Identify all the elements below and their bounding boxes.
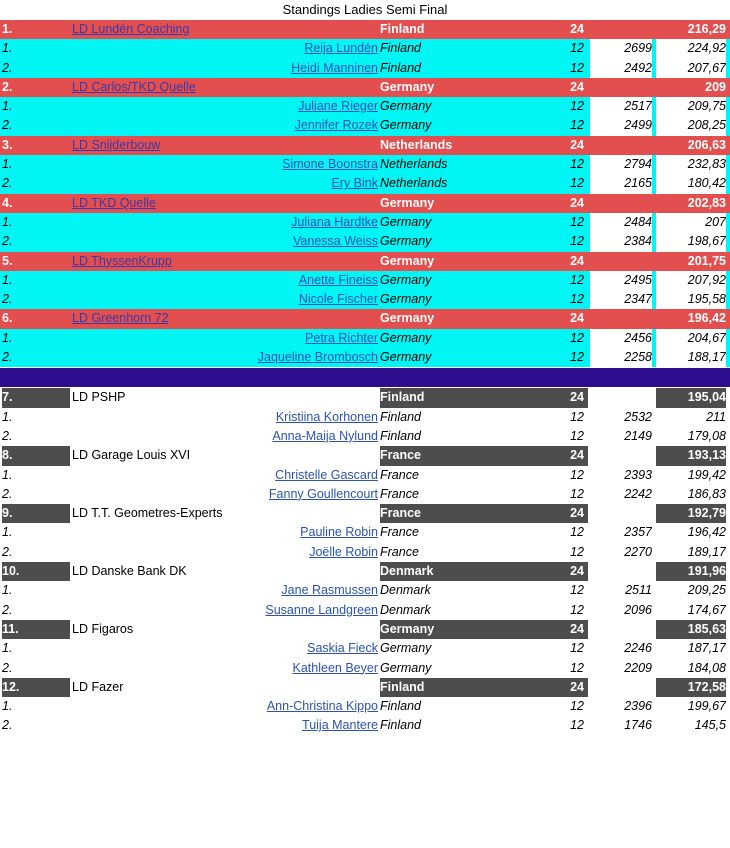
player-row xyxy=(0,485,730,504)
player-name-cell xyxy=(72,271,378,290)
team-score: 185,63 xyxy=(656,620,726,639)
player-games: 12 xyxy=(570,234,584,249)
player-score: 179,08 xyxy=(687,428,726,443)
player-rank: 1. xyxy=(2,583,13,598)
team-row xyxy=(0,194,730,213)
team-games: 24 xyxy=(570,506,584,521)
standings-table xyxy=(0,20,730,736)
player-row xyxy=(0,427,730,446)
player-country: France xyxy=(380,544,419,559)
player-games: 12 xyxy=(570,641,584,656)
player-country: Germany xyxy=(380,330,432,345)
player-name-cell xyxy=(72,155,378,174)
player-name-cell xyxy=(72,39,378,58)
player-games: 12 xyxy=(570,583,584,598)
team-rank: 9. xyxy=(2,504,70,523)
player-score: 207,67 xyxy=(656,59,726,78)
team-row xyxy=(0,136,730,155)
team-rank: 2. xyxy=(2,79,13,94)
player-name-link[interactable]: Susanne Landgreen xyxy=(265,602,378,617)
team-games: 24 xyxy=(570,390,584,405)
team-rank: 5. xyxy=(2,253,13,268)
team-games: 24 xyxy=(570,195,584,210)
player-name-cell xyxy=(72,716,378,735)
player-country: Finland xyxy=(380,409,421,424)
player-name-cell xyxy=(72,329,378,348)
player-score: 189,17 xyxy=(687,544,726,559)
section-divider xyxy=(0,368,730,387)
player-row xyxy=(0,716,730,735)
player-games: 12 xyxy=(570,60,584,75)
page-title: Standings Ladies Semi Final xyxy=(282,2,448,17)
team-name-link[interactable]: LD TKD Quelle xyxy=(72,195,156,210)
player-name-cell xyxy=(72,232,378,251)
player-name-cell xyxy=(72,601,378,620)
team-row xyxy=(0,678,730,697)
team-row xyxy=(0,252,730,271)
player-name-link[interactable]: Petra Richter xyxy=(305,330,378,345)
team-country: Germany xyxy=(380,620,588,639)
team-score: 202,83 xyxy=(687,195,726,210)
player-name-cell xyxy=(72,543,378,562)
player-country: Finland xyxy=(380,60,421,75)
player-name-cell xyxy=(72,659,378,678)
player-name-cell xyxy=(72,485,378,504)
player-rank: 1. xyxy=(2,525,13,540)
player-rating: 2794 xyxy=(590,155,652,174)
team-row xyxy=(0,446,730,465)
player-score: 207,92 xyxy=(656,271,726,290)
player-score: 224,92 xyxy=(656,39,726,58)
player-row xyxy=(0,39,730,58)
team-score: 196,42 xyxy=(687,311,726,326)
player-rating: 2246 xyxy=(624,641,652,656)
team-name-cell: LD Figaros xyxy=(72,621,134,636)
team-games: 24 xyxy=(570,22,584,36)
team-score: 201,75 xyxy=(687,253,726,268)
player-name-link[interactable]: Ery Bink xyxy=(331,176,378,191)
player-row xyxy=(0,97,730,116)
team-name-link[interactable]: LD Greenhorn 72 xyxy=(72,311,169,326)
player-rating: 2492 xyxy=(590,59,652,78)
player-name-cell xyxy=(72,427,378,446)
team-games: 24 xyxy=(570,448,584,463)
team-name-cell: LD Fazer xyxy=(72,679,124,694)
player-rank: 2. xyxy=(2,234,13,249)
team-row xyxy=(0,20,730,39)
team-name-link[interactable]: LD Lundén Coaching xyxy=(72,22,190,36)
player-rank: 2. xyxy=(2,428,13,443)
player-rating: 2393 xyxy=(624,467,652,482)
player-name-cell xyxy=(72,348,378,367)
player-row xyxy=(0,213,730,232)
player-score: 195,58 xyxy=(656,290,726,309)
player-rating: 2499 xyxy=(590,116,652,135)
player-games: 12 xyxy=(570,176,584,191)
player-rank: 1. xyxy=(2,272,13,287)
player-name-link[interactable]: Saskia Fieck xyxy=(307,641,378,656)
team-name-link[interactable]: LD ThyssenKrupp xyxy=(72,253,172,268)
player-country: Denmark xyxy=(380,602,431,617)
player-score: 188,17 xyxy=(656,348,726,367)
player-score: 232,83 xyxy=(656,155,726,174)
player-games: 12 xyxy=(570,214,584,229)
player-name-cell xyxy=(72,581,378,600)
player-row xyxy=(0,543,730,562)
team-rank: 6. xyxy=(2,311,13,326)
player-score: 207 xyxy=(656,213,726,232)
player-rank: 1. xyxy=(2,157,13,172)
player-name-cell xyxy=(72,408,378,427)
team-rank: 12. xyxy=(2,678,70,697)
team-country: Germany xyxy=(380,311,435,326)
team-name-cell: LD PSHP xyxy=(72,390,126,405)
player-games: 12 xyxy=(570,350,584,365)
player-country: Germany xyxy=(380,234,432,249)
player-country: Germany xyxy=(380,350,432,365)
player-rating: 2517 xyxy=(590,97,652,116)
player-games: 12 xyxy=(570,292,584,307)
player-rating: 2396 xyxy=(624,699,652,714)
player-row xyxy=(0,408,730,427)
player-rating: 2384 xyxy=(590,232,652,251)
player-country: Germany xyxy=(380,118,432,133)
team-name-cell xyxy=(72,194,378,213)
player-name-cell xyxy=(72,174,378,193)
player-row xyxy=(0,697,730,716)
team-name-cell xyxy=(72,252,378,271)
team-country: France xyxy=(380,446,588,465)
player-country: France xyxy=(380,467,419,482)
player-games: 12 xyxy=(570,330,584,345)
player-row xyxy=(0,290,730,309)
team-row xyxy=(0,309,730,328)
player-name-cell xyxy=(72,97,378,116)
team-score: 172,58 xyxy=(656,678,726,697)
player-score: 184,08 xyxy=(687,660,726,675)
team-score: 193,13 xyxy=(656,446,726,465)
team-name-cell xyxy=(72,20,378,39)
player-rating: 2165 xyxy=(590,174,652,193)
player-row xyxy=(0,329,730,348)
player-games: 12 xyxy=(570,272,584,287)
player-name-link[interactable]: Jaqueline Brombosch xyxy=(257,350,378,365)
player-country: Germany xyxy=(380,641,432,656)
player-name-link[interactable]: Anna-Maija Nylund xyxy=(272,428,378,443)
team-games: 24 xyxy=(570,564,584,579)
player-rank: 1. xyxy=(2,214,13,229)
player-rank: 1. xyxy=(2,641,13,656)
player-row xyxy=(0,466,730,485)
player-rank: 2. xyxy=(2,176,13,191)
player-country: France xyxy=(380,525,419,540)
team-country: Finland xyxy=(380,22,425,36)
team-row xyxy=(0,504,730,523)
team-games: 24 xyxy=(570,621,584,636)
player-games: 12 xyxy=(570,41,584,56)
team-name-cell: LD T.T. Geometres-Experts xyxy=(72,506,223,521)
player-name-cell xyxy=(72,639,378,658)
team-name-cell xyxy=(72,78,378,97)
player-row xyxy=(0,59,730,78)
player-rank: 2. xyxy=(2,486,13,501)
team-name-cell: LD Danske Bank DK xyxy=(72,564,187,579)
player-country: Netherlands xyxy=(380,157,448,172)
player-name-link[interactable]: Joëlle Robin xyxy=(309,544,378,559)
player-name-cell xyxy=(72,116,378,135)
player-rank: 2. xyxy=(2,118,13,133)
player-games: 12 xyxy=(570,409,584,424)
player-country: Germany xyxy=(380,292,432,307)
team-rank: 1. xyxy=(2,22,13,36)
player-row xyxy=(0,659,730,678)
team-games: 24 xyxy=(570,79,584,94)
player-rank: 1. xyxy=(2,41,13,56)
player-rating: 2484 xyxy=(590,213,652,232)
player-rating: 2149 xyxy=(624,428,652,443)
player-name-link[interactable]: Juliane Rieger xyxy=(298,99,378,114)
player-games: 12 xyxy=(570,118,584,133)
team-name-link[interactable]: LD Carlos/TKD Quelle xyxy=(72,79,196,94)
player-score: 198,67 xyxy=(656,232,726,251)
team-name-cell: LD Garage Louis XVI xyxy=(72,448,191,463)
player-name-link[interactable]: Pauline Robin xyxy=(300,525,378,540)
player-score: 187,17 xyxy=(687,641,726,656)
player-row xyxy=(0,581,730,600)
player-score: 186,83 xyxy=(687,486,726,501)
team-row xyxy=(0,620,730,639)
team-score: 216,29 xyxy=(687,22,726,36)
player-country: Germany xyxy=(380,660,432,675)
player-row xyxy=(0,271,730,290)
player-rating: 2347 xyxy=(590,290,652,309)
player-name-link[interactable]: Jennifer Rozek xyxy=(294,118,378,133)
player-rating: 2699 xyxy=(590,39,652,58)
team-country: Denmark xyxy=(380,562,588,581)
player-games: 12 xyxy=(570,157,584,172)
player-score: 204,67 xyxy=(656,329,726,348)
player-name-link[interactable]: Ann-Christina Kippo xyxy=(266,699,378,714)
player-country: Netherlands xyxy=(380,176,448,191)
player-row xyxy=(0,174,730,193)
player-games: 12 xyxy=(570,99,584,114)
player-games: 12 xyxy=(570,486,584,501)
player-name-link[interactable]: Juliana Hardtke xyxy=(291,214,378,229)
player-row xyxy=(0,348,730,367)
player-score: 209,75 xyxy=(656,97,726,116)
player-name-link[interactable]: Vanessa Weiss xyxy=(293,234,378,249)
player-name-link[interactable]: Fanny Goullencourt xyxy=(268,486,378,501)
player-rating: 2532 xyxy=(624,409,652,424)
player-row xyxy=(0,116,730,135)
team-country: Germany xyxy=(380,253,435,268)
player-rank: 2. xyxy=(2,60,13,75)
team-score: 192,79 xyxy=(656,504,726,523)
team-games: 24 xyxy=(570,311,584,326)
player-rank: 2. xyxy=(2,718,13,733)
player-rank: 2. xyxy=(2,602,13,617)
player-name-cell xyxy=(72,213,378,232)
player-country: France xyxy=(380,486,419,501)
player-country: Germany xyxy=(380,272,432,287)
player-rating: 2511 xyxy=(625,583,652,598)
team-name-cell xyxy=(72,136,378,155)
player-name-cell xyxy=(72,697,378,716)
player-games: 12 xyxy=(570,544,584,559)
player-rating: 2258 xyxy=(590,348,652,367)
player-score: 180,42 xyxy=(656,174,726,193)
player-rank: 2. xyxy=(2,350,13,365)
team-country: Germany xyxy=(380,79,435,94)
team-rank: 7. xyxy=(2,388,70,407)
player-score: 208,25 xyxy=(656,116,726,135)
player-country: Finland xyxy=(380,699,421,714)
team-score: 209 xyxy=(705,79,726,94)
player-score: 211 xyxy=(706,409,726,424)
player-rank: 1. xyxy=(2,467,13,482)
player-name-link[interactable]: Kristiina Korhonen xyxy=(275,409,378,424)
team-games: 24 xyxy=(570,253,584,268)
player-name-link[interactable]: Anette Fineiss xyxy=(298,272,378,287)
player-rating: 2209 xyxy=(624,660,652,675)
player-rating: 2357 xyxy=(624,525,652,540)
team-score: 206,63 xyxy=(687,137,726,152)
player-name-link[interactable]: Reija Lundén xyxy=(304,41,378,56)
team-country: Germany xyxy=(380,195,435,210)
player-row xyxy=(0,639,730,658)
player-country: Germany xyxy=(380,214,432,229)
player-rank: 2. xyxy=(2,660,13,675)
player-rank: 1. xyxy=(2,699,13,714)
player-rating: 1746 xyxy=(624,718,652,733)
player-name-cell xyxy=(72,466,378,485)
team-score: 191,96 xyxy=(656,562,726,581)
player-score: 209,25 xyxy=(687,583,726,598)
player-score: 196,42 xyxy=(687,525,726,540)
player-rating: 2242 xyxy=(624,486,652,501)
player-score: 199,42 xyxy=(687,467,726,482)
player-rank: 1. xyxy=(2,330,13,345)
player-games: 12 xyxy=(570,699,584,714)
player-games: 12 xyxy=(570,718,584,733)
player-name-cell xyxy=(72,59,378,78)
player-country: Denmark xyxy=(380,583,431,598)
player-row xyxy=(0,601,730,620)
team-score: 195,04 xyxy=(656,388,726,407)
player-name-link[interactable]: Jane Rasmussen xyxy=(281,583,378,598)
player-score: 199,67 xyxy=(687,699,726,714)
player-games: 12 xyxy=(570,602,584,617)
player-rank: 1. xyxy=(2,99,13,114)
player-row xyxy=(0,232,730,251)
team-games: 24 xyxy=(570,679,584,694)
team-row xyxy=(0,562,730,581)
player-name-link[interactable]: Heidi Manninen xyxy=(291,60,378,75)
player-rank: 1. xyxy=(2,409,13,424)
team-name-cell xyxy=(72,309,378,328)
player-country: Finland xyxy=(380,718,421,733)
player-country: Finland xyxy=(380,41,421,56)
player-name-cell xyxy=(72,523,378,542)
team-rank: 10. xyxy=(2,562,70,581)
team-country: Finland xyxy=(380,388,588,407)
team-rank: 11. xyxy=(2,620,70,639)
team-row xyxy=(0,388,730,407)
team-country: France xyxy=(380,504,588,523)
player-name-link[interactable]: Christelle Gascard xyxy=(275,467,378,482)
team-rank: 4. xyxy=(2,195,13,210)
team-row xyxy=(0,78,730,97)
player-rank: 2. xyxy=(2,292,13,307)
team-rank: 3. xyxy=(2,137,13,152)
team-name-link[interactable]: LD Snijderbouw xyxy=(72,137,161,152)
player-rating: 2456 xyxy=(590,329,652,348)
player-name-link[interactable]: Tuija Mantere xyxy=(302,718,378,733)
player-name-cell xyxy=(72,290,378,309)
player-rating: 2495 xyxy=(590,271,652,290)
team-games: 24 xyxy=(570,137,584,152)
player-rank: 2. xyxy=(2,544,13,559)
player-name-link[interactable]: Kathleen Beyer xyxy=(292,660,378,675)
player-row xyxy=(0,155,730,174)
player-rating: 2270 xyxy=(624,544,652,559)
player-games: 12 xyxy=(570,428,584,443)
player-score: 145,5 xyxy=(694,718,726,733)
player-score: 174,67 xyxy=(687,602,726,617)
team-rank: 8. xyxy=(2,446,70,465)
player-games: 12 xyxy=(570,467,584,482)
player-row xyxy=(0,523,730,542)
player-games: 12 xyxy=(570,525,584,540)
player-rating: 2096 xyxy=(624,602,652,617)
player-country: Finland xyxy=(380,428,421,443)
player-country: Germany xyxy=(380,99,432,114)
team-country: Netherlands xyxy=(380,137,453,152)
player-games: 12 xyxy=(570,660,584,675)
team-country: Finland xyxy=(380,678,588,697)
player-name-link[interactable]: Nicole Fischer xyxy=(298,292,378,307)
player-name-link[interactable]: Simone Boonstra xyxy=(282,157,378,172)
